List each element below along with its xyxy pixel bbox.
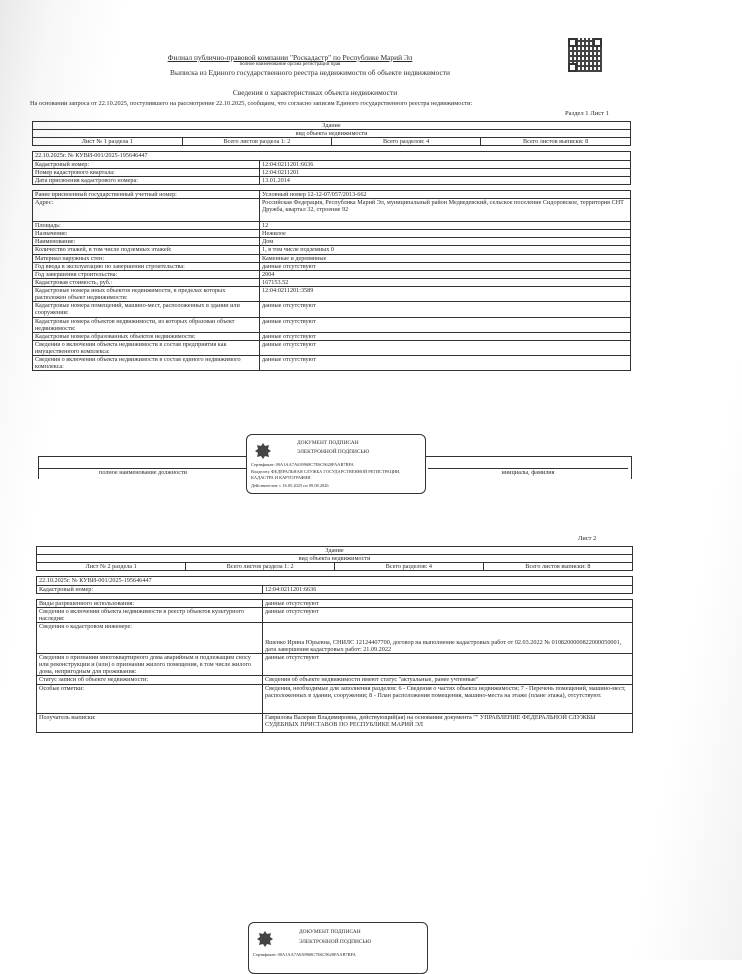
row-value: Нежилое [260,230,631,238]
section-label: Раздел 1 Лист 1 [565,110,609,117]
name-caption: инициалы, фамилия [428,468,628,476]
table-row [37,607,633,622]
table-row [33,222,631,230]
row-value: 12:04:0211201 [260,168,631,176]
total-sheets: Всего листов раздела 1: 2 [186,563,335,570]
row-label: Дата присвоения кадастрового номера: [33,176,260,184]
sheet-number: Лист № 1 раздела 1 [81,138,133,146]
table-row [33,317,631,332]
engineer-info: Яшенко Ирина Юрьевна, СНИЛС 12124407700, договор на выполнение кадастровых работ от 02.03.2022 № 0108200000822000050001, дата завершения кадастровых работ: 21.09.2022 [265,638,622,653]
table-row [33,270,631,278]
total-sections: Всего разделов: 4 [335,563,484,570]
row-value: 13.01.2014 [260,176,631,184]
row-label: Получатель выписки: [37,713,263,732]
row-value: 12 [260,222,631,230]
row-label: Адрес: [33,199,260,222]
stamp-line2: ЭЛЕКТРОННОЙ ПОДПИСЬЮ [297,449,370,455]
row-value: 2004 [260,270,631,278]
row-value: 1, в том числе подземных 0 [260,246,631,254]
row-value: Условный номер 12-12-07/057/2013-662 [260,190,631,198]
emblem-icon [255,929,275,949]
section-title: Сведения о характеристиках объекта недвижимости [232,88,398,97]
total-pages: Всего листов выписки: 8 [483,563,632,570]
row-label: Сведения о включении объекта недвижимости в состав предприятия как имущественного комплекса: [33,340,260,355]
sheet-number: Лист № 2 раздела 1 [85,563,137,571]
table-row [33,230,631,238]
row-label: Кадастровый номер: [37,585,263,593]
date-number: 22.10.2025г. № КУВИ-001/2025-195646447 [37,577,633,585]
authority-name: Филиал публично-правовой компании "Роскадастр" по Республике Марий Эл [167,53,413,62]
row-label: Номер кадастрового квартала: [33,168,260,176]
row-label: Год завершения строительства: [33,270,260,278]
table-row [33,199,631,222]
row-label: Площадь: [33,222,260,230]
table-row [33,246,631,254]
row-value: Российская Федерация, Республика Марий Эл, муниципальный район Медведевский, сельское поселение Сидоровское, территория СНТ Дружба, квартал 32, строение 92 [260,199,631,222]
authority-caption: полное наименование органа регистрации прав [239,62,341,67]
row-value: данные отсутствуют [260,356,631,371]
table-row [37,623,633,654]
row-label: Кадастровый номер: [33,160,260,168]
total-pages: Всего листов выписки: 8 [481,138,630,145]
table-row [33,287,631,302]
table-row [33,340,631,355]
object-type: Здание [33,122,631,130]
table-row [37,676,633,684]
stamp-line2: ЭЛЕКТРОННОЙ ПОДПИСЬЮ [299,939,372,945]
total-sheets: Всего листов раздела 1: 2 [182,138,331,145]
row-value: данные отсутствуют [263,607,633,622]
stamp-valid: Действителен: с 16.05.2025 по 09.08.2026 [251,483,329,488]
row-value: Сведения, необходимые для заполнения разделов: 6 - Сведения о частях объекта недвижимости; 7 - Перечень помещений, машино-мест, расположенных в здании, сооружении; 8 - План расположения помещения, машино-места на этаже (плане этажа), отсутствуют. [263,684,633,713]
stamp-cert: Сертификат: 00A1AA7A639968C7E6C9620FAAB7BFA [251,462,354,467]
row-value: 12:04:0211201:6636 [260,160,631,168]
table-row [33,278,631,286]
row-value: данные отсутствуют [260,262,631,270]
row-label: Кадастровые номера объектов недвижимости, из которых образован объект недвижимости: [33,317,260,332]
date-number: 22.10.2025г. № КУВИ-001/2025-195646447 [33,152,631,160]
row-value: Сведения об объекте недвижимости имеют статус "актуальные, ранее учтенные" [263,676,633,684]
document-title: Выписка из Единого государственного реестра недвижимости об объекте недвижимости [170,68,450,77]
row-label: Количество этажей, в том числе подземных этажей: [33,246,260,254]
row-label: Кадастровые номера иных объектов недвижимости, в пределах которых расположен объект недвижимости: [33,287,260,302]
stamp-line1: ДОКУМЕНТ ПОДПИСАН [297,440,359,446]
stamp-owner: Владелец: ФЕДЕРАЛЬНАЯ СЛУЖБА ГОСУДАРСТВЕННОЙ РЕГИСТРАЦИИ, КАДАСТРА И КАРТОГРАФИИ [251,469,401,480]
page2-label: Лист 2 [578,535,597,542]
row-value: Дом [260,238,631,246]
position-caption: полное наименование должности [38,468,248,476]
row-label: Статус записи об объекте недвижимости: [37,676,263,684]
table-row [37,684,633,713]
row-label: Виды разрешенного использования: [37,599,263,607]
object-type: Здание [37,547,633,555]
row-value: данные отсутствуют [263,599,633,607]
row-value [263,623,633,654]
object-type-caption: вид объекта недвижимости [33,130,631,138]
row-label: Сведения о включении объекта недвижимости в состав единого недвижимого комплекса: [33,356,260,371]
row-value: Гаврилова Валерия Владимировна, действующий(ая) на основании документа "" УПРАВЛЕНИЕ ФЕДЕРАЛЬНОЙ СЛУЖБЫ СУДЕБНЫХ ПРИСТАВОВ ПО РЕСПУБЛИКЕ МАРИЙ ЭЛ [263,713,633,732]
emblem-icon [253,441,273,461]
row-value: 167153.52 [260,278,631,286]
stamp-cert: Сертификат: 00A1AA7A639968C7E6C9620FAAB7BFA [253,952,356,957]
row-value: данные отсутствуют [260,302,631,317]
row-label: Сведения о признании многоквартирного дома аварийным и подлежащим сносу или реконструкции и (или) о признании жилого помещения, в том числе жилого дома, непригодным для проживания: [37,654,263,676]
row-value: данные отсутствуют [260,340,631,355]
row-label: Ранее присвоенный государственный учетный номер: [33,190,260,198]
row-label: Кадастровая стоимость, руб.: [33,278,260,286]
row-label: Назначение: [33,230,260,238]
sheet2-table [36,546,633,733]
row-label: Кадастровые номера помещений, машино-мест, расположенных в здании или сооружении: [33,302,260,317]
row-value: Каменные и деревянные [260,254,631,262]
total-sections: Всего разделов: 4 [332,138,481,145]
row-label: Материал наружных стен: [33,254,260,262]
sheet1-table [32,121,631,371]
row-label: Сведения о кадастровом инженере: [37,623,263,654]
row-label: Особые отметки: [37,684,263,713]
object-type-caption: вид объекта недвижимости [37,555,633,563]
row-label: Кадастровые номера образованных объектов недвижимости: [33,332,260,340]
table-row [33,356,631,371]
row-label: Год ввода в эксплуатацию по завершении строительства: [33,262,260,270]
row-value: 12:04:0211201:6636 [263,585,633,593]
row-value: данные отсутствуют [263,654,633,676]
table-row [37,599,633,607]
row-value: 12:04:0211201:3589 [260,287,631,302]
table-row [37,585,633,593]
electronic-signature-stamp [246,434,426,494]
qr-code-icon [568,38,602,72]
table-row [37,654,633,676]
row-value: данные отсутствуют [260,332,631,340]
table-row [33,254,631,262]
table-row [33,302,631,317]
row-label: Сведения о включении объекта недвижимости в реестр объектов культурного наследия: [37,607,263,622]
table-row [33,190,631,198]
row-value: данные отсутствуют [260,317,631,332]
row-label: Наименование: [33,238,260,246]
table-row [33,262,631,270]
electronic-signature-stamp-bottom [248,922,428,974]
table-row [33,332,631,340]
table-row [37,713,633,732]
table-row [33,176,631,184]
request-text: На основании запроса от 22.10.2025, поступившего на рассмотрение 22.10.2025, сообщаем, что согласно записям Единого государственного реестра недвижимости: [30,100,473,107]
table-row [33,168,631,176]
stamp-line1: ДОКУМЕНТ ПОДПИСАН [299,929,361,935]
table-row [33,238,631,246]
table-row [33,160,631,168]
